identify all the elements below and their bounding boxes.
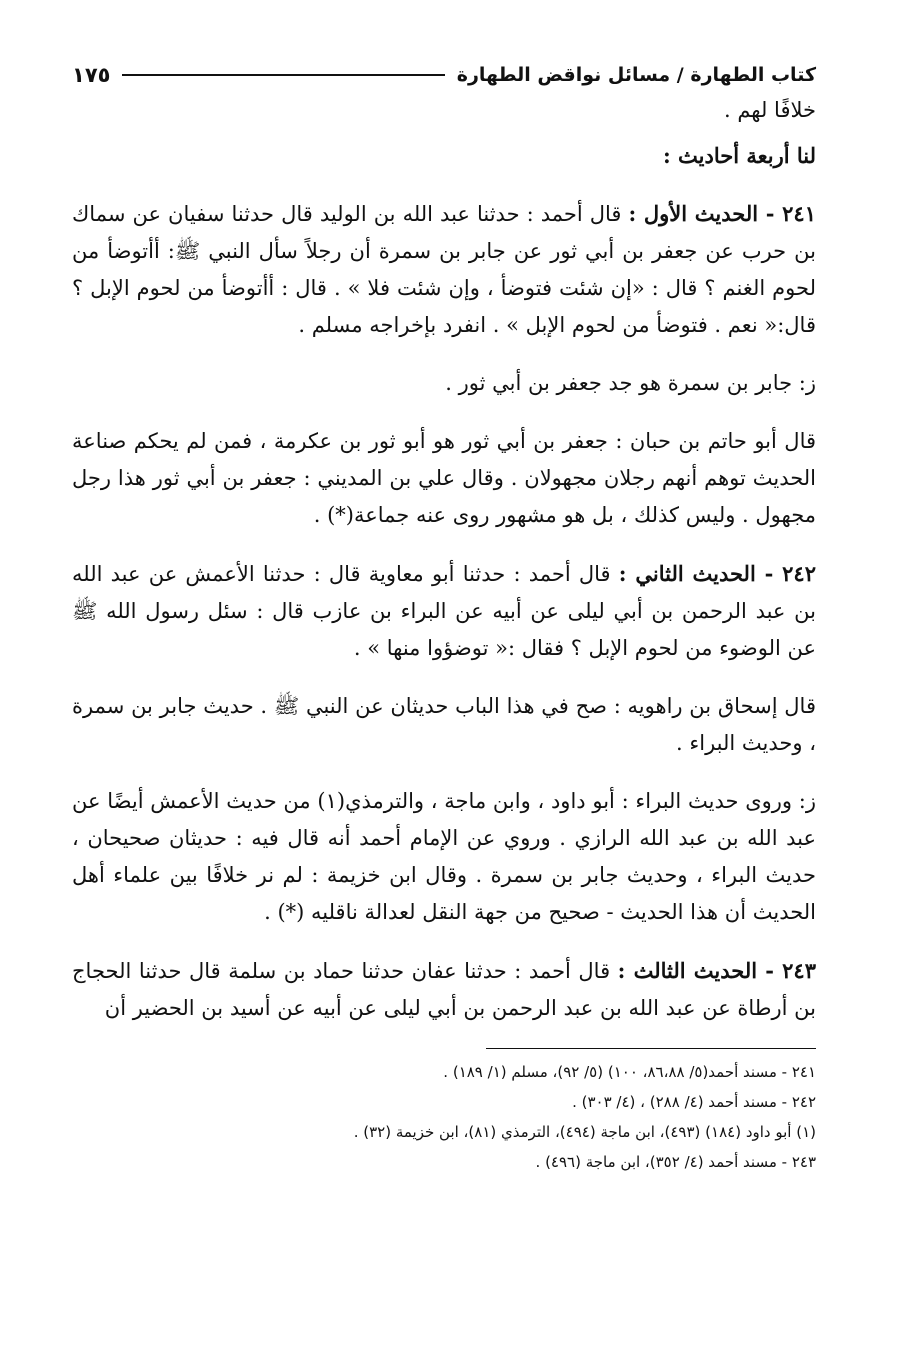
footnote-rule	[486, 1048, 816, 1049]
note-z1: ز: جابر بن سمرة هو جد جعفر بن أبي ثور .	[445, 371, 816, 395]
hadith-243-text: قال أحمد : حدثنا عفان حدثنا حماد بن سلمة قال حدثنا الحجاج بن أرطاة عن عبد الله بن عبد الرحمن بن أبي ليلى عن أبيه عن أسيد بن الحضير أن	[72, 959, 816, 1020]
paragraph-four-hadiths: لنا أربعة أحاديث :	[662, 143, 816, 168]
hadith-241-text: قال أحمد : حدثنا عبد الله بن الوليد قال حدثنا سفيان عن سماك بن حرب عن جعفر بن أبي ثور عن جابر بن سمرة أن رجلاً سأل النبي ﷺ: أأتوضأ من لحوم الغنم ؟ قال : «إن شئت فتوضأ ، وإن شئت فلا » . قال : أأتوضأ من لحوم الإبل ؟ قال:« نعم . فتوضأ من لحوم الإبل » . انفرد بإخراجه مسلم .	[72, 202, 816, 337]
hadith-243-label: ٢٤٣ - الحديث الثالث :	[617, 958, 816, 983]
hadith-241-label: ٢٤١ - الحديث الأول :	[628, 201, 816, 226]
footnote-1: (١) أبو داود (١٨٤) (٤٩٣)، ابن ماجة (٤٩٤)، الترمذي (٨١)، ابن خزيمة (٣٢) .	[353, 1123, 816, 1141]
paragraph-khilafan: خلافًا لهم .	[723, 98, 816, 122]
footnote-241: ٢٤١ - مسند أحمد(٥/ ٨٦،٨٨، ١٠٠) (٥/ ٩٢)، مسلم (١/ ١٨٩) .	[443, 1063, 816, 1081]
hadith-242	[72, 555, 816, 667]
footnote-243: ٢٤٣ - مسند أحمد (٤/ ٣٥٢)، ابن ماجة (٤٩٦) .	[535, 1153, 816, 1171]
running-head	[72, 58, 816, 92]
footnote-242: ٢٤٢ - مسند أحمد (٤/ ٢٨٨) ، (٤/ ٣٠٣) .	[572, 1093, 816, 1111]
paragraph-abu-hatim: قال أبو حاتم بن حبان : جعفر بن أبي ثور هو أبو ثور بن عكرمة ، فمن لم يحكم صناعة الحديث توهم أنهم رجلان مجهولان . وقال علي بن المديني : جعفر بن أبي ثور هذا رجل مجهول . وليس كذلك ، بل هو مشهور روى عنه جماعة(*) .	[72, 429, 816, 527]
hadith-242-text: قال أحمد : حدثنا أبو معاوية قال : حدثنا الأعمش عن عبد الله بن عبد الرحمن بن أبي ليلى عن أبيه عن البراء بن عازب قال : سئل رسول الله ﷺ عن الوضوء من لحوم الإبل ؟ فقال :« توضؤوا منها » .	[72, 562, 816, 660]
footnotes	[72, 1057, 816, 1177]
hadith-242-label: ٢٤٢ - الحديث الثاني :	[618, 561, 816, 586]
page-body	[72, 92, 816, 1027]
header-rule	[122, 74, 444, 76]
running-title: كتاب الطهارة / مسائل نواقض الطهارة	[456, 64, 816, 86]
note-z2: ز: وروى حديث البراء : أبو داود ، وابن ماجة ، والترمذي(١) من حديث الأعمش أيضًا عن عبد الله بن عبد الله الرازي . وروي عن الإمام أحمد أنه قال فيه : حديثان صحيحان ، حديث البراء ، وحديث جابر بن سمرة . وقال ابن خزيمة : لم نر خلافًا بين علماء أهل الحديث أن هذا الحديث - صحيح من جهة النقل لعدالة ناقليه (*) .	[72, 789, 816, 924]
page-number: ١٧٥	[72, 63, 111, 87]
hadith-243	[72, 952, 816, 1027]
hadith-241	[72, 195, 816, 344]
paragraph-ishaq: قال إسحاق بن راهويه : صح في هذا الباب حديثان عن النبي ﷺ . حديث جابر بن سمرة ، وحديث البراء .	[72, 694, 816, 755]
